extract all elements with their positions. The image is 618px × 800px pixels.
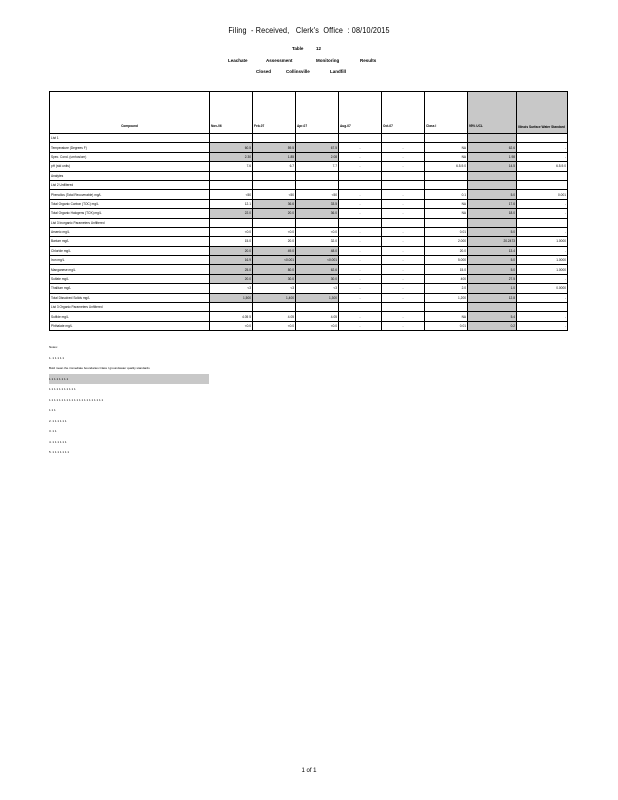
table-cell: NA bbox=[425, 199, 468, 208]
note-line: 1 1 1 bbox=[49, 408, 56, 412]
table-cell bbox=[382, 134, 425, 143]
table-cell: 32.0 bbox=[296, 237, 339, 246]
table-cell: - bbox=[339, 293, 382, 302]
notes-section bbox=[49, 342, 369, 458]
table-cell: 62.6 bbox=[296, 265, 339, 274]
table-cell bbox=[339, 171, 382, 180]
table-cell: 1.0000 bbox=[517, 256, 568, 265]
table-cell: 2.08 bbox=[296, 152, 339, 161]
table-row bbox=[50, 190, 568, 199]
table-cell: 0.01 bbox=[425, 227, 468, 236]
table-cell: <0.0 bbox=[296, 321, 339, 330]
row-label: Total Organic Halogens (TOX) mg/L bbox=[50, 209, 210, 218]
table-cell: 33.5 bbox=[296, 199, 339, 208]
table-cell: - bbox=[339, 321, 382, 330]
table-cell: <50 bbox=[210, 190, 253, 199]
table-row bbox=[50, 227, 568, 236]
table-cell: - bbox=[517, 199, 568, 208]
table-cell: 4.05 bbox=[253, 312, 296, 321]
table-cell: - bbox=[339, 237, 382, 246]
table-cell: 0.0000 bbox=[517, 284, 568, 293]
note-line: 5. 1 1 1 1 1 1 1 bbox=[49, 450, 70, 454]
table-cell: 20.0 bbox=[210, 274, 253, 283]
row-label: Arsenic mg/L bbox=[50, 227, 210, 236]
table-row bbox=[50, 284, 568, 293]
note-line: 2. 1 1 1 1 1 1 bbox=[49, 418, 67, 423]
table-cell: - bbox=[382, 227, 425, 236]
table-cell: <0.0 bbox=[253, 321, 296, 330]
table-cell: 13.4 bbox=[468, 246, 517, 255]
table-cell: 27.5 bbox=[468, 274, 517, 283]
table-cell: - bbox=[382, 265, 425, 274]
table-row bbox=[50, 312, 568, 321]
table-cell bbox=[382, 171, 425, 180]
table-cell: 16.9 bbox=[210, 256, 253, 265]
column-header: Oct-07 bbox=[382, 92, 425, 134]
table-cell: - bbox=[339, 209, 382, 218]
table-cell: 20.0 bbox=[253, 209, 296, 218]
note-line: 1 1 1 1 1 1 1 1 1 1 1 bbox=[49, 387, 76, 391]
row-label: Spec. Cond. (umhos/cm) bbox=[50, 152, 210, 161]
table-cell: 1.0000 bbox=[517, 265, 568, 274]
table-header-row bbox=[50, 92, 568, 134]
table-cell: <0.001 bbox=[296, 256, 339, 265]
table-cell: - bbox=[339, 274, 382, 283]
column-header: Feb-07 bbox=[253, 92, 296, 134]
table-cell: <3 bbox=[296, 284, 339, 293]
table-cell bbox=[296, 218, 339, 227]
table-cell: 17.6 bbox=[468, 199, 517, 208]
table-cell: - bbox=[339, 256, 382, 265]
table-cell: <0.0 bbox=[210, 321, 253, 330]
table-cell: <3 bbox=[210, 284, 253, 293]
table-row bbox=[50, 274, 568, 283]
table-cell: 2.30 bbox=[210, 152, 253, 161]
table-cell: 5.0 bbox=[468, 265, 517, 274]
row-label: List 2 Unfiltered bbox=[50, 180, 210, 189]
table-cell: - bbox=[382, 284, 425, 293]
table-cell: 14.5 bbox=[468, 162, 517, 171]
table-cell: 6.5-9.0 bbox=[517, 162, 568, 171]
note-line: 3. 1 1 bbox=[49, 429, 57, 433]
table-row bbox=[50, 218, 568, 227]
table-cell: 4.05 bbox=[296, 312, 339, 321]
row-label: Phenolics (Total Recoverable) mg/L bbox=[50, 190, 210, 199]
table-cell: - bbox=[339, 190, 382, 199]
table-cell: - bbox=[339, 312, 382, 321]
table-cell: <0.0 bbox=[210, 227, 253, 236]
table-cell bbox=[425, 218, 468, 227]
table-cell: - bbox=[339, 162, 382, 171]
table-cell: 12.8 bbox=[468, 293, 517, 302]
table-cell: 0.01 bbox=[425, 321, 468, 330]
table-cell: - bbox=[339, 143, 382, 152]
table-cell bbox=[210, 134, 253, 143]
table-cell: 5.0 bbox=[468, 190, 517, 199]
table-cell: 20.0 bbox=[253, 237, 296, 246]
table-row bbox=[50, 303, 568, 312]
table-cell bbox=[517, 180, 568, 189]
table-number: 12 bbox=[316, 46, 322, 51]
table-cell: 49.0 bbox=[253, 246, 296, 255]
column-header: Class I bbox=[425, 92, 468, 134]
note-line: 4. 1 1 1 1 1 1 bbox=[49, 439, 67, 444]
table-cell: - bbox=[339, 265, 382, 274]
table-cell: NA bbox=[425, 152, 468, 161]
note-line: Notes: bbox=[49, 345, 58, 349]
table-row bbox=[50, 180, 568, 189]
table-cell bbox=[253, 171, 296, 180]
table-cell bbox=[425, 303, 468, 312]
table-cell bbox=[339, 218, 382, 227]
table-row bbox=[50, 162, 568, 171]
note-line: Bold mean the immediate boundaries Class I groundwater quality standards bbox=[49, 366, 150, 370]
column-header: Illinois Surface Water Standard bbox=[517, 92, 568, 134]
table-cell bbox=[296, 171, 339, 180]
row-label: Sulfide mg/L bbox=[50, 312, 210, 321]
table-cell bbox=[253, 303, 296, 312]
table-row bbox=[50, 246, 568, 255]
table-cell: 1,400 bbox=[253, 293, 296, 302]
table-cell bbox=[210, 218, 253, 227]
table-cell: 0.1 bbox=[425, 190, 468, 199]
table-cell: 1.0 bbox=[468, 284, 517, 293]
results-table bbox=[49, 91, 568, 331]
table-cell: - bbox=[382, 190, 425, 199]
table-cell: - bbox=[382, 274, 425, 283]
table-cell: - bbox=[517, 312, 568, 321]
table-cell: - bbox=[517, 274, 568, 283]
table-cell: 20.0 bbox=[425, 246, 468, 255]
table-cell: 1.0000 bbox=[517, 237, 568, 246]
table-cell: <50 bbox=[296, 190, 339, 199]
table-cell: 20.2473 bbox=[468, 237, 517, 246]
column-header: 95% UCL bbox=[468, 92, 517, 134]
table-cell: 15.0 bbox=[425, 265, 468, 274]
table-cell bbox=[468, 180, 517, 189]
table-cell bbox=[253, 180, 296, 189]
table-cell: 20.0 bbox=[210, 246, 253, 255]
row-label: Iron mg/L bbox=[50, 256, 210, 265]
table-row bbox=[50, 256, 568, 265]
table-cell: - bbox=[517, 143, 568, 152]
table-cell: <3 bbox=[253, 284, 296, 293]
table-cell: 48.0 bbox=[296, 246, 339, 255]
table-cell: - bbox=[382, 246, 425, 255]
table-cell: 7.6 bbox=[210, 162, 253, 171]
table-cell: 2.000 bbox=[425, 237, 468, 246]
table-cell bbox=[468, 218, 517, 227]
table-cell: - bbox=[339, 246, 382, 255]
table-row bbox=[50, 321, 568, 330]
row-label: Analytes bbox=[50, 171, 210, 180]
column-header: Nov-06 bbox=[210, 92, 253, 134]
row-label: Chloride mg/L bbox=[50, 246, 210, 255]
table-cell: 0.001 bbox=[517, 190, 568, 199]
table-cell bbox=[425, 134, 468, 143]
table-cell: 400 bbox=[425, 274, 468, 283]
table-cell bbox=[517, 303, 568, 312]
table-cell: 59.5 bbox=[253, 143, 296, 152]
table-cell: - bbox=[517, 227, 568, 236]
column-header: Aug-07 bbox=[339, 92, 382, 134]
table-row bbox=[50, 143, 568, 152]
table-cell: 5.4 bbox=[468, 312, 517, 321]
table-row bbox=[50, 209, 568, 218]
table-cell: - bbox=[339, 199, 382, 208]
table-cell: NA bbox=[425, 143, 468, 152]
table-cell: - bbox=[382, 143, 425, 152]
table-cell: - bbox=[339, 152, 382, 161]
table-cell: <0.001 bbox=[253, 256, 296, 265]
table-cell bbox=[517, 134, 568, 143]
table-cell: 6.7 bbox=[253, 162, 296, 171]
table-cell: 80.0 bbox=[253, 265, 296, 274]
table-cell: 30.0 bbox=[296, 274, 339, 283]
table-cell: 1,300 bbox=[296, 293, 339, 302]
table-cell: 1.98 bbox=[468, 152, 517, 161]
table-cell: - bbox=[382, 293, 425, 302]
row-label: List 1 bbox=[50, 134, 210, 143]
title-word-3: Monitoring bbox=[316, 58, 340, 63]
table-cell: <50 bbox=[253, 190, 296, 199]
subtitle-word-1: Closed bbox=[256, 69, 272, 74]
table-cell: 30.0 bbox=[253, 274, 296, 283]
table-cell: - bbox=[339, 227, 382, 236]
table-cell: 1.85 bbox=[253, 152, 296, 161]
subtitle-word-3: Landfill bbox=[330, 69, 346, 74]
table-cell: - bbox=[382, 312, 425, 321]
table-row bbox=[50, 237, 568, 246]
table-cell: 0.2 bbox=[468, 321, 517, 330]
title-word-1: Leachate bbox=[228, 58, 248, 63]
table-cell bbox=[253, 218, 296, 227]
row-label: Phthalate mg/L bbox=[50, 321, 210, 330]
table-cell: - bbox=[517, 293, 568, 302]
table-cell bbox=[296, 180, 339, 189]
row-label: Sulfate mg/L bbox=[50, 274, 210, 283]
table-cell: - bbox=[382, 256, 425, 265]
table-row bbox=[50, 265, 568, 274]
table-cell: 12.1 bbox=[210, 199, 253, 208]
table-cell: <0.0 bbox=[253, 227, 296, 236]
page-number: 1 of 1 bbox=[301, 768, 317, 774]
table-cell bbox=[210, 171, 253, 180]
title-word-2: Assessment bbox=[266, 58, 293, 63]
table-cell: 15.0 bbox=[210, 237, 253, 246]
table-row bbox=[50, 293, 568, 302]
table-cell: - bbox=[382, 321, 425, 330]
table-cell: - bbox=[517, 321, 568, 330]
table-cell: 60.5 bbox=[210, 143, 253, 152]
note-line: 1. 1 1 1 1 1 bbox=[49, 355, 65, 360]
filing-stamp: Filing - Received, Clerk's Office : 08/10/2015 bbox=[228, 26, 390, 35]
table-cell bbox=[425, 171, 468, 180]
table-cell: <0.0 bbox=[296, 227, 339, 236]
table-cell: 25.0 bbox=[210, 265, 253, 274]
table-cell: 2.0 bbox=[425, 284, 468, 293]
table-row bbox=[50, 171, 568, 180]
subtitle-word-2: Collinsville bbox=[286, 69, 310, 74]
row-label: List 3 Organic Parameters Unfiltered bbox=[50, 303, 210, 312]
table-cell: 5.0 bbox=[468, 227, 517, 236]
table-label: Table bbox=[292, 46, 304, 51]
title-word-4: Results bbox=[360, 58, 377, 63]
table-cell: 22.0 bbox=[210, 209, 253, 218]
table-row bbox=[50, 199, 568, 208]
column-header: Compound bbox=[50, 92, 210, 134]
table-cell bbox=[339, 303, 382, 312]
table-cell bbox=[517, 218, 568, 227]
note-line: 1 1 1 1 1 1 1 1 1 1 1 1 1 1 1 1 1 1 1 1 1 1 bbox=[49, 397, 104, 402]
table-cell: - bbox=[382, 237, 425, 246]
table-cell bbox=[382, 218, 425, 227]
row-label: Barium mg/L bbox=[50, 237, 210, 246]
table-cell: 36.6 bbox=[253, 199, 296, 208]
table-cell bbox=[468, 303, 517, 312]
table-cell: 5.0 bbox=[468, 256, 517, 265]
table-row bbox=[50, 134, 568, 143]
table-cell: - bbox=[382, 209, 425, 218]
table-cell bbox=[468, 171, 517, 180]
table-cell: 7.7 bbox=[296, 162, 339, 171]
table-cell: - bbox=[339, 284, 382, 293]
table-cell bbox=[382, 303, 425, 312]
table-cell bbox=[517, 171, 568, 180]
table-cell: - bbox=[517, 246, 568, 255]
table-cell bbox=[339, 134, 382, 143]
row-label: Temperature (Degrees F) bbox=[50, 143, 210, 152]
table-cell: - bbox=[517, 152, 568, 161]
table-cell: 6.5-9.0 bbox=[425, 162, 468, 171]
table-cell: 4.05 5 bbox=[210, 312, 253, 321]
table-cell: 5.000 bbox=[425, 256, 468, 265]
table-cell bbox=[382, 180, 425, 189]
table-cell: 18.0 bbox=[468, 209, 517, 218]
row-label: pH (std units) bbox=[50, 162, 210, 171]
table-cell: NA bbox=[425, 209, 468, 218]
table-cell: 67.5 bbox=[296, 143, 339, 152]
table-cell: 1,500 bbox=[210, 293, 253, 302]
table-cell bbox=[468, 134, 517, 143]
note-line: 1 1 1 1 1 1 1 1 bbox=[49, 374, 209, 385]
table-cell: 1,200 bbox=[425, 293, 468, 302]
row-label: Total Organic Carbon (TOC) mg/L bbox=[50, 199, 210, 208]
table-cell: NA bbox=[425, 312, 468, 321]
table-cell bbox=[296, 134, 339, 143]
table-cell bbox=[210, 180, 253, 189]
table-cell bbox=[425, 180, 468, 189]
row-label: Manganese mg/L bbox=[50, 265, 210, 274]
table-row bbox=[50, 152, 568, 161]
table-cell bbox=[253, 134, 296, 143]
table-cell bbox=[296, 303, 339, 312]
table-cell bbox=[339, 180, 382, 189]
table-cell: - bbox=[382, 152, 425, 161]
table-cell: 36.0 bbox=[296, 209, 339, 218]
column-header: Apr-07 bbox=[296, 92, 339, 134]
row-label: List 3 Inorganic Parameters Unfiltered bbox=[50, 218, 210, 227]
table-cell: - bbox=[382, 162, 425, 171]
table-cell: - bbox=[382, 199, 425, 208]
table-cell: - bbox=[517, 209, 568, 218]
table-cell: 62.6 bbox=[468, 143, 517, 152]
row-label: Thallium mg/L bbox=[50, 284, 210, 293]
row-label: Total Dissolved Solids mg/L bbox=[50, 293, 210, 302]
table-cell bbox=[210, 303, 253, 312]
